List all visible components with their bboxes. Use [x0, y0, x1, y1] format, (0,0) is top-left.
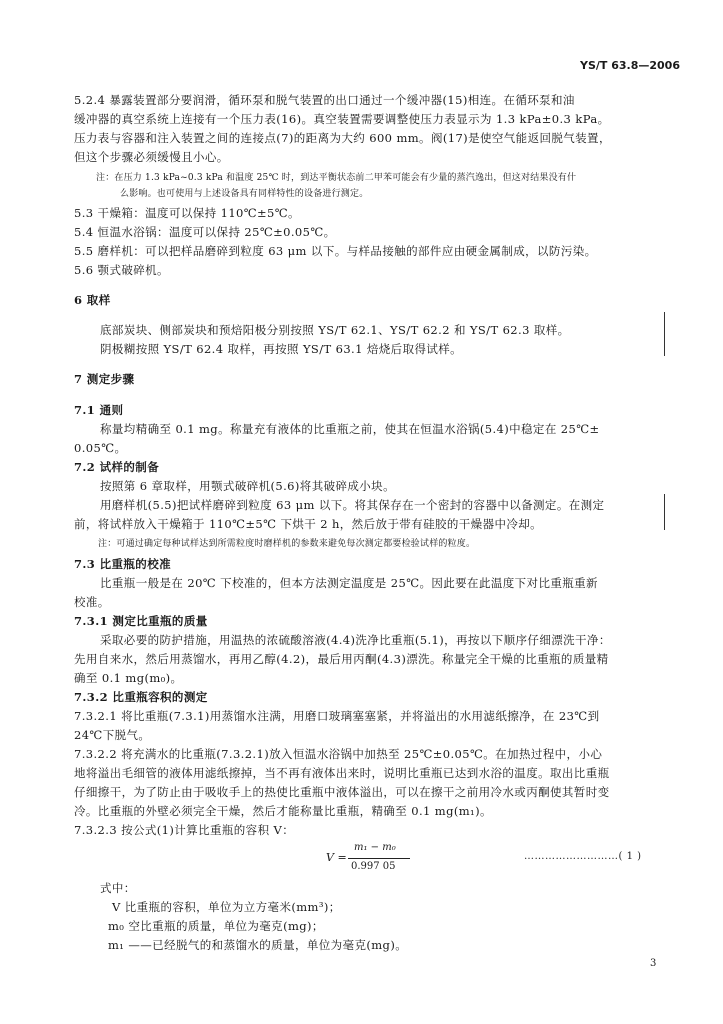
- subsection-heading: 7.1 通则: [74, 403, 124, 417]
- fraction-bar: [348, 858, 410, 859]
- text-line: 用磨样机(5.5)把试样磨碎到粒度 63 μm 以下。将其保存在一个密封的容器中以备测定。在测定: [100, 498, 605, 512]
- formula-lhs: V =: [326, 851, 347, 864]
- formula-numerator: m₁ − m₀: [354, 842, 396, 853]
- subsection-heading: 7.3 比重瓶的校准: [74, 557, 172, 571]
- text-line: 确至 0.1 mg(m₀)。: [74, 671, 183, 685]
- section-heading: 7 测定步骤: [74, 372, 135, 386]
- margin-rule: [664, 312, 665, 356]
- text-line: 5.6 颚式破碎机。: [74, 263, 169, 277]
- text-line: 称量均精确至 0.1 mg。称量充有液体的比重瓶之前，使其在恒温水浴锅(5.4)中稳定在 25℃±: [100, 422, 600, 436]
- subsection-heading: 7.2 试样的制备: [74, 460, 160, 474]
- text-line: 0.05℃。: [74, 441, 127, 455]
- margin-rule: [664, 494, 665, 530]
- text-line: 5.5 磨样机：可以把样品磨碎到粒度 63 μm 以下。与样品接触的部件应由硬金属制成，以防污染。: [74, 244, 597, 258]
- text-line: 仔细擦干，为了防止由于吸收手上的热使比重瓶中液体溢出，可以在擦干之前用冷水或丙酮使其暂时变: [74, 785, 610, 799]
- volume-formula: [326, 842, 416, 882]
- text-line: 5.2.4 暴露装置部分要润滑，循环泵和脱气装置的出口通过一个缓冲器(15)相连。在循环泵和油: [74, 93, 575, 107]
- text-line: 5.3 干燥箱：温度可以保持 110℃±5℃。: [74, 206, 300, 220]
- page-number: 3: [650, 958, 657, 969]
- formula-denominator: 0.997 05: [351, 861, 396, 872]
- formula-number: ………………………( 1 ): [524, 851, 642, 862]
- text-line: 比重瓶一般是在 20℃ 下校准的，但本方法测定温度是 25℃。因此要在此温度下对比重瓶重新: [100, 576, 598, 590]
- text-line: 先用自来水，然后用蒸馏水，再用乙醇(4.2)，最后用丙酮(4.3)漂洗。称量完全干燥的比重瓶的质量精: [74, 652, 609, 666]
- note-line: 注：可通过确定每种试样达到所需粒度时磨样机的参数来避免每次测定都要检验试样的粒度。: [98, 539, 476, 549]
- section-heading: 6 取样: [74, 293, 111, 307]
- subsection-heading: 7.3.2 比重瓶容积的测定: [74, 690, 208, 704]
- symbol-definition: m₀ 空比重瓶的质量，单位为毫克(mg)；: [108, 919, 324, 933]
- text-line: 压力表与容器和注入装置之间的连接点(7)的距离为大约 600 mm。阀(17)是使空气能返回脱气装置，: [74, 131, 611, 145]
- document-code: YS/T 63.8—2006: [580, 59, 680, 72]
- text-line: 采取必要的防护措施，用温热的浓硫酸溶液(4.4)洗净比重瓶(5.1)，再按以下顺序仔细漂洗干净：: [100, 633, 611, 647]
- text-line: 地将溢出毛细管的液体用滤纸擦掉，当不再有液体出来时，说明比重瓶已达到水浴的温度。取出比重瓶: [74, 766, 610, 780]
- note-line: 么影响。也可使用与上述设备具有同样特性的设备进行测定。: [120, 189, 369, 199]
- subsection-heading: 7.3.1 测定比重瓶的质量: [74, 614, 208, 628]
- text-line: 5.4 恒温水浴锅：温度可以保持 25℃±0.05℃。: [74, 225, 336, 239]
- note-line: 注：在压力 1.3 kPa~0.3 kPa 和温度 25℃ 时，到达平衡状态前二甲苯可能会有少量的蒸汽逸出，但这对结果没有什: [96, 173, 577, 183]
- text-line: 校准。: [74, 595, 110, 609]
- symbol-definition: m₁ ——已经脱气的和蒸馏水的质量，单位为毫克(mg)。: [108, 938, 408, 952]
- text-line: 7.3.2.1 将比重瓶(7.3.1)用蒸馏水注满，用磨口玻璃塞塞紧，并将溢出的水用滤纸擦净，在 23℃到: [74, 709, 600, 723]
- text-line: 但这个步骤必须缓慢且小心。: [74, 150, 229, 164]
- text-line: 7.3.2.2 将充满水的比重瓶(7.3.2.1)放入恒温水浴锅中加热至 25℃±0.05℃。在加热过程中，小心: [74, 747, 603, 761]
- symbol-definition: V 比重瓶的容积，单位为立方毫米(mm³)；: [112, 900, 341, 914]
- text-line: 前，将试样放入干燥箱于 110℃±5℃ 下烘干 2 h，然后放于带有硅胶的干燥器中冷却。: [74, 517, 543, 531]
- text-line: 阴极糊按照 YS/T 62.4 取样，再按照 YS/T 63.1 焙烧后取得试样。: [100, 342, 463, 356]
- text-line: 7.3.2.3 按公式(1)计算比重瓶的容积 V：: [74, 823, 295, 837]
- text-line: 式中：: [100, 881, 136, 895]
- text-line: 按照第 6 章取样，用颚式破碎机(5.6)将其破碎成小块。: [100, 479, 395, 493]
- text-line: 底部炭块、侧部炭块和预焙阳极分别按照 YS/T 62.1、YS/T 62.2 和 YS/T 62.3 取样。: [100, 323, 570, 337]
- text-line: 缓冲器的真空系统上连接有一个压力表(16)。真空装置需要调整使压力表显示为 1.3 kPa±0.3 kPa。: [74, 112, 610, 126]
- text-line: 24℃下脱气。: [74, 728, 151, 742]
- text-line: 冷。比重瓶的外壁必须完全干燥，然后才能称量比重瓶，精确至 0.1 mg(m₁)。: [74, 804, 492, 818]
